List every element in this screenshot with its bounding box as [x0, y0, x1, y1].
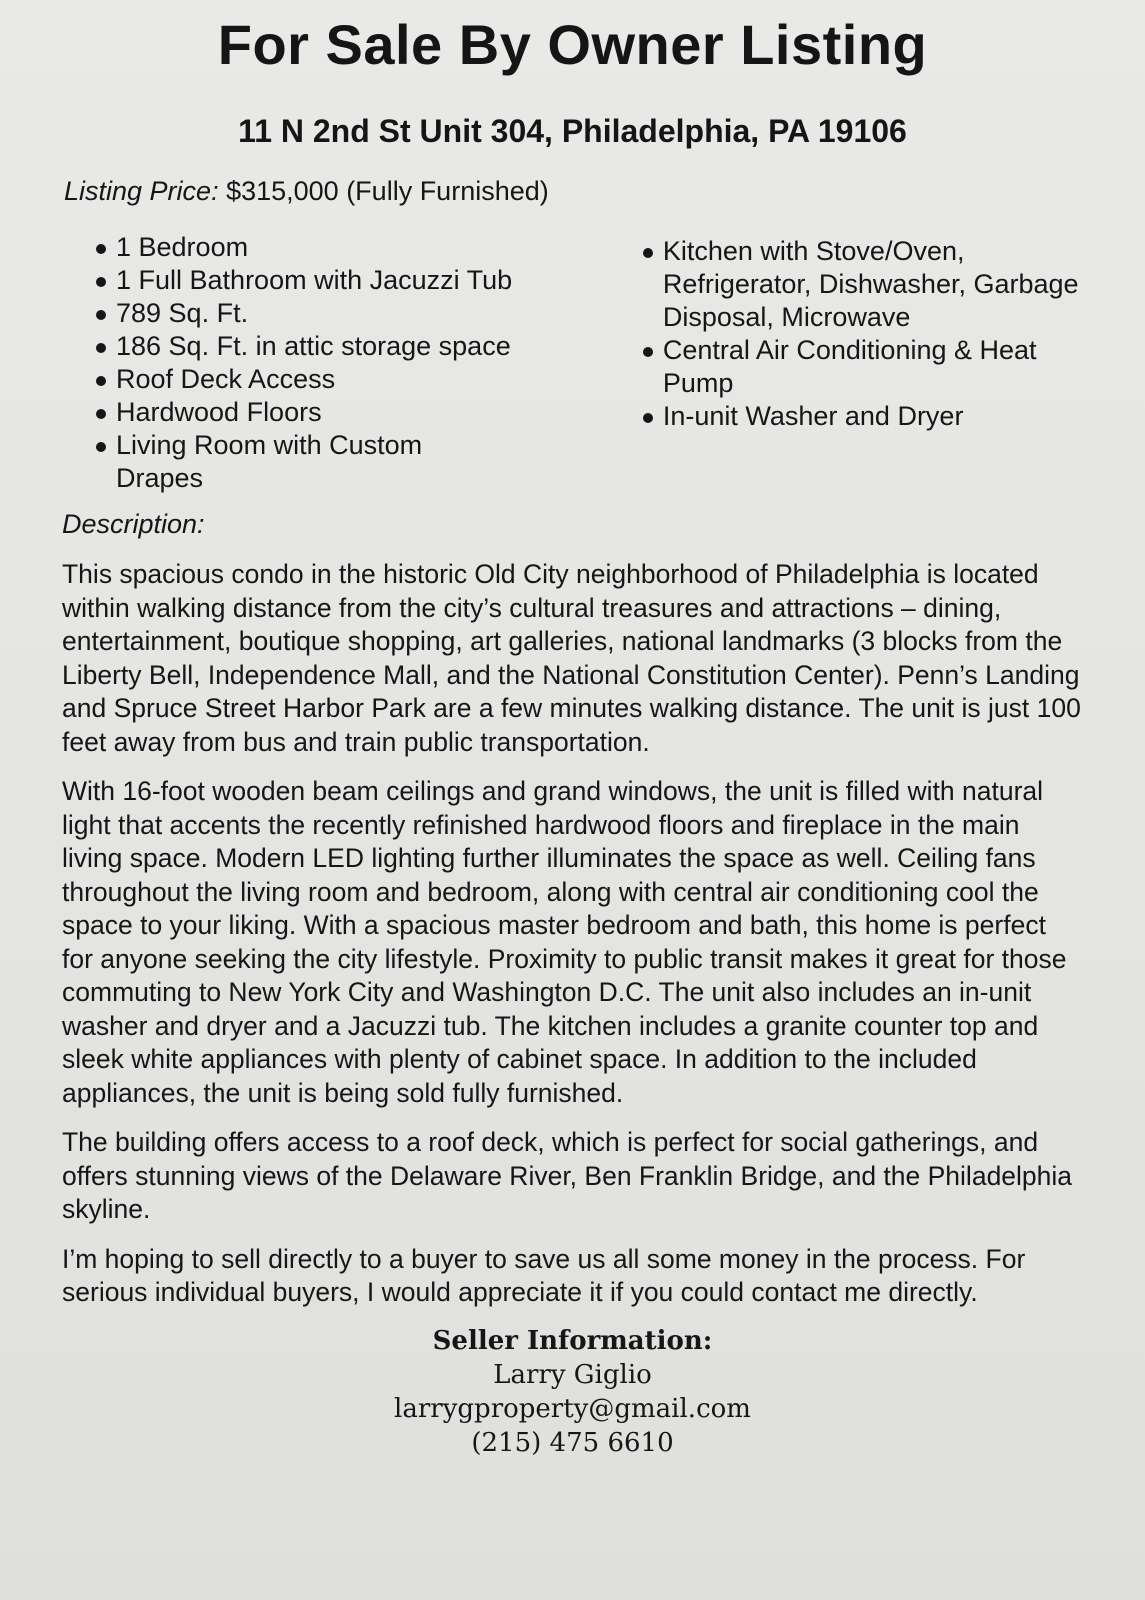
bullet-icon — [96, 310, 106, 320]
seller-phone: (215) 475 6610 — [471, 1427, 674, 1458]
seller-heading: Seller Information: — [432, 1325, 713, 1356]
description-body — [62, 558, 1083, 1310]
bullet-icon — [96, 277, 106, 287]
listing-price-label: Listing Price: — [64, 176, 219, 206]
feature-item: 1 Bedroom — [96, 231, 615, 264]
feature-item: Kitchen with Stove/Oven, Refrigerator, Dishwasher, Garbage Disposal, Microwave — [643, 235, 1083, 334]
feature-item: Central Air Conditioning & Heat Pump — [643, 334, 1063, 400]
listing-price-value: $315,000 (Fully Furnished) — [218, 176, 549, 206]
seller-name: Larry Giglio — [493, 1359, 652, 1390]
feature-item: In-unit Washer and Dryer — [643, 400, 1083, 433]
features-list-left — [62, 231, 615, 495]
bullet-icon — [643, 413, 653, 423]
bullet-icon — [96, 343, 106, 353]
description-paragraph: The building offers access to a roof deck, which is perfect for social gatherings, and offers stunning views of the Delaware River, Ben Franklin Bridge, and the Philadelphia skyline. — [62, 1127, 1073, 1224]
bullet-icon — [643, 347, 653, 357]
description-paragraph: This spacious condo in the historic Old City neighborhood of Philadelphia is located within walking distance from the city’s cultural treasures and attractions – dining, entertainment, boutique shopping, art galleries, national landmarks (3 blocks from the Liberty Bell, Independence Mall, and the National Constitution Center). Penn’s Landing and Spruce Street Harbor Park are a few minutes walking distance. The unit is just 100 feet away from bus and train public transportation. — [62, 559, 1081, 757]
feature-item: 1 Full Bathroom with Jacuzzi Tub — [96, 264, 615, 297]
description-paragraph: I’m hoping to sell directly to a buyer to save us all some money in the process. For serious individual buyers, I would appreciate it if you could contact me directly. — [62, 1243, 1026, 1307]
feature-item: Roof Deck Access — [96, 363, 615, 396]
feature-item: 186 Sq. Ft. in attic storage space — [96, 330, 615, 363]
feature-item: Hardwood Floors — [96, 396, 615, 429]
bullet-icon — [96, 409, 106, 419]
seller-email: larrygproperty@gmail.com — [394, 1393, 751, 1424]
seller-information — [62, 1324, 1083, 1460]
description-label: Description: — [62, 509, 205, 539]
bullet-icon — [643, 248, 653, 258]
bullet-icon — [96, 442, 106, 452]
features-list-right — [615, 235, 1083, 495]
listing-price — [64, 176, 1083, 207]
features-section — [62, 231, 1083, 495]
feature-item: Living Room with Custom Drapes — [96, 429, 446, 495]
bullet-icon — [96, 244, 106, 254]
property-address: 11 N 2nd St Unit 304, Philadelphia, PA 19106 — [238, 113, 907, 149]
bullet-icon — [96, 376, 106, 386]
description-paragraph: With 16-foot wooden beam ceilings and grand windows, the unit is filled with natural light that accents the recently refinished hardwood floors and fireplace in the main living space. Modern LED lighting further illuminates the space as well. Ceiling fans throughout the living room and bedroom, along with central air conditioning cool the space to your liking. With a spacious master bedroom and bath, this home is perfect for anyone seeking the city lifestyle. Proximity to public transit makes it great for those commuting to New York City and Washington D.C. The unit also includes an in-unit washer and dryer and a Jacuzzi tub. The kitchen includes a granite counter top and sleek white appliances with plenty of cabinet space. In addition to the included appliances, the unit is being sold fully furnished. — [62, 776, 1067, 1108]
feature-item: 789 Sq. Ft. — [96, 297, 615, 330]
page-title: For Sale By Owner Listing — [217, 13, 928, 76]
